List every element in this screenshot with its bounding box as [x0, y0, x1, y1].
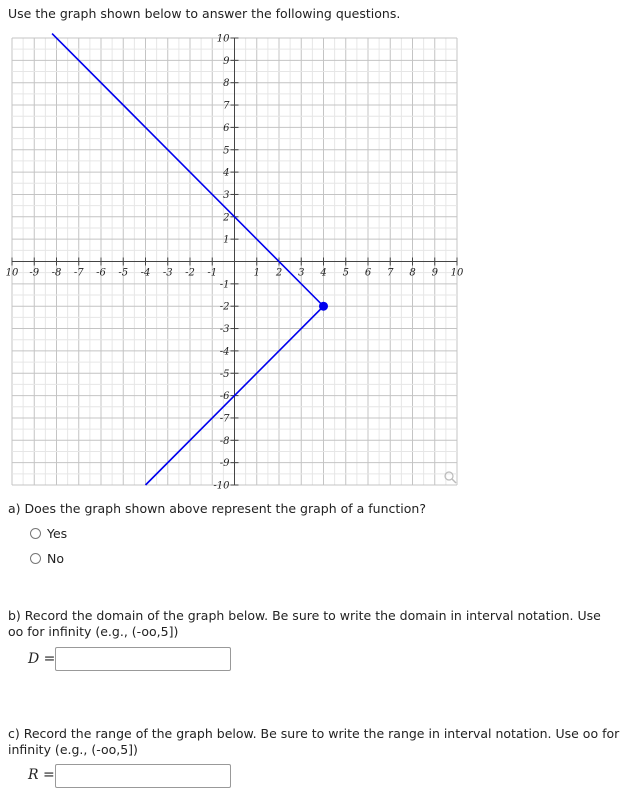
domain-label: D = [28, 651, 56, 667]
range-input[interactable] [55, 764, 231, 788]
option-yes-label: Yes [47, 526, 68, 541]
domain-input[interactable] [55, 647, 231, 671]
x-tick-label: 6 [364, 267, 372, 279]
x-tick-label: 3 [298, 267, 305, 279]
y-tick-label: -1 [219, 279, 230, 291]
coordinate-graph [0, 30, 470, 490]
y-tick-label: -3 [219, 324, 230, 336]
question-b-text: b) Record the domain of the graph below. Be sure to write the domain in interval notation. Use oo for infinity (e.g., (-oo,5]) [8, 608, 601, 639]
y-tick-label: 8 [223, 78, 230, 90]
y-tick-label: -4 [219, 346, 230, 358]
question-a-text: a) Does the graph shown above represent the graph of a function? [8, 501, 426, 516]
x-tick-label: 8 [409, 267, 416, 279]
y-tick-label: -9 [219, 458, 230, 470]
radio-yes[interactable] [30, 528, 41, 539]
x-tick-label: 10 [5, 267, 19, 279]
instructions: Use the graph shown below to answer the following questions. [8, 6, 401, 21]
y-tick-label: -7 [219, 413, 230, 425]
x-tick-label: -3 [162, 267, 173, 279]
question-c-text: c) Record the range of the graph below. Be sure to write the range in interval notation. Use oo for infinity (e.g., (-oo,5]) [8, 726, 620, 757]
radio-no[interactable] [30, 553, 41, 564]
x-tick-label: 10 [450, 267, 464, 279]
y-tick-label: 10 [216, 33, 230, 45]
graph-line [52, 34, 323, 485]
closed-point [319, 302, 328, 311]
option-no[interactable] [30, 551, 64, 566]
x-tick-label: -7 [73, 267, 84, 279]
y-tick-label: -6 [219, 391, 230, 403]
x-tick-label: -9 [29, 267, 40, 279]
x-tick-label: 4 [320, 267, 327, 279]
y-tick-label: -5 [219, 368, 230, 380]
x-tick-label: -6 [96, 267, 106, 279]
option-no-label: No [47, 551, 64, 566]
y-tick-label: 2 [223, 212, 230, 224]
y-tick-label: 3 [223, 189, 230, 201]
x-tick-label: 7 [387, 267, 394, 279]
x-tick-label: 2 [275, 267, 283, 279]
y-tick-label: -2 [219, 301, 230, 313]
x-tick-label: -1 [207, 267, 218, 279]
y-tick-label: -8 [219, 435, 230, 447]
y-tick-label: 4 [223, 167, 230, 179]
y-tick-label: 7 [223, 100, 230, 112]
x-tick-label: 1 [253, 267, 260, 279]
x-tick-label: 9 [431, 267, 438, 279]
y-tick-label: -10 [213, 480, 230, 490]
option-yes[interactable] [30, 526, 67, 541]
x-tick-label: -4 [140, 267, 151, 279]
y-tick-label: 5 [223, 145, 230, 157]
y-tick-label: 1 [223, 234, 230, 246]
y-tick-label: 6 [223, 122, 230, 134]
x-tick-label: -8 [51, 267, 62, 279]
y-tick-label: 9 [223, 55, 230, 67]
x-tick-label: -2 [185, 267, 195, 279]
x-tick-label: 5 [342, 267, 349, 279]
x-tick-label: -5 [118, 267, 129, 279]
range-label: R = [28, 767, 55, 783]
